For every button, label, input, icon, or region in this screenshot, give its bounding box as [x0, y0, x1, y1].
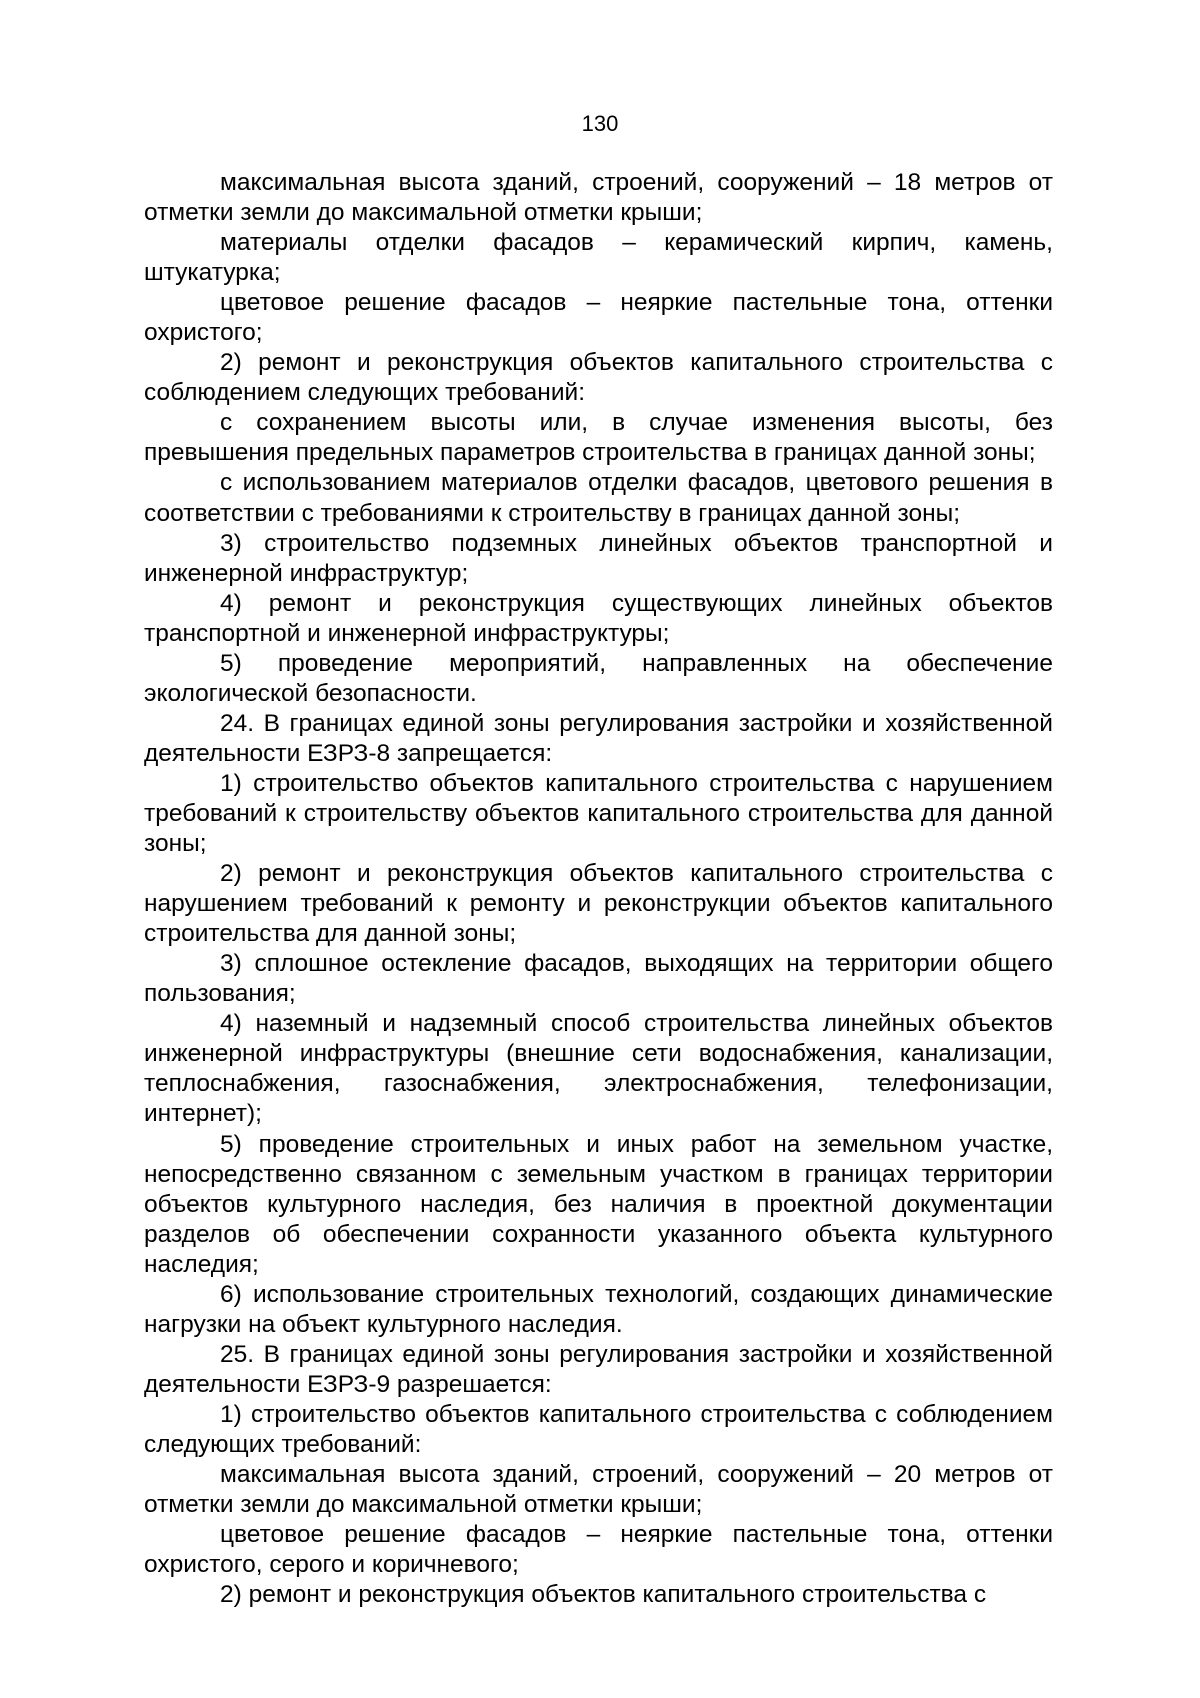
paragraph: максимальная высота зданий, строений, сооружений – 18 метров от отметки земли до максимальной отметки крыши; [144, 169, 1053, 227]
paragraph: 25. В границах единой зоны регулирования застройки и хозяйственной деятельности ЕЗРЗ-9 разрешается: [144, 1340, 1053, 1398]
paragraph: 5) проведение мероприятий, направленных на обеспечение экологической безопасности. [144, 649, 1053, 707]
paragraph: 3) строительство подземных линейных объектов транспортной и инженерной инфраструктур; [144, 529, 1053, 587]
paragraph: 1) строительство объектов капитального строительства с нарушением требований к строительству объектов капитального строительства для данной зоны; [144, 769, 1053, 858]
paragraph: 6) использование строительных технологий, создающих динамические нагрузки на объект культурного наследия. [144, 1280, 1053, 1338]
paragraph: с использованием материалов отделки фасадов, цветового решения в соответствии с требованиями к строительству в границах данной зоны; [144, 469, 1053, 527]
paragraph: 2) ремонт и реконструкция объектов капитального строительства с [220, 1581, 987, 1609]
paragraph: 2) ремонт и реконструкция объектов капитального строительства с нарушением требований к ремонту и реконструкции объектов капитального строительства для данной зоны; [144, 860, 1053, 948]
paragraph: максимальная высота зданий, строений, сооружений – 20 метров от отметки земли до максимальной отметки крыши; [144, 1461, 1053, 1519]
paragraph: 5) проведение строительных и иных работ на земельном участке, непосредственно связанном с земельным участком в границах территории объектов культурного наследия, без наличия в проектной документации разделов об обеспечении сохранности указанного объекта культурного наследия; [144, 1130, 1053, 1278]
document-body [144, 168, 1053, 1610]
paragraph: цветовое решение фасадов – неяркие пастельные тона, оттенки охристого; [144, 289, 1053, 347]
paragraph: цветовое решение фасадов – неяркие пастельные тона, оттенки охристого, серого и коричневого; [144, 1521, 1053, 1579]
paragraph: 4) ремонт и реконструкция существующих линейных объектов транспортной и инженерной инфраструктуры; [144, 589, 1053, 647]
paragraph: 4) наземный и надземный способ строительства линейных объектов инженерной инфраструктуры (внешние сети водоснабжения, канализации, теплоснабжения, газоснабжения, электроснабжения, телефонизации, интернет); [144, 1010, 1053, 1128]
paragraph: с сохранением высоты или, в случае изменения высоты, без превышения предельных параметров строительства в границах данной зоны; [144, 409, 1053, 467]
page-number: 130 [581, 111, 619, 136]
paragraph: 3) сплошное остекление фасадов, выходящих на территории общего пользования; [144, 950, 1053, 1008]
paragraph: 2) ремонт и реконструкция объектов капитального строительства с соблюдением следующих требований: [144, 349, 1053, 407]
paragraph: 24. В границах единой зоны регулирования застройки и хозяйственной деятельности ЕЗРЗ-8 запрещается: [144, 709, 1053, 767]
paragraph: 1) строительство объектов капитального строительства с соблюдением следующих требований: [144, 1400, 1053, 1458]
paragraph: материалы отделки фасадов – керамический кирпич, камень, штукатурка; [144, 229, 1053, 287]
